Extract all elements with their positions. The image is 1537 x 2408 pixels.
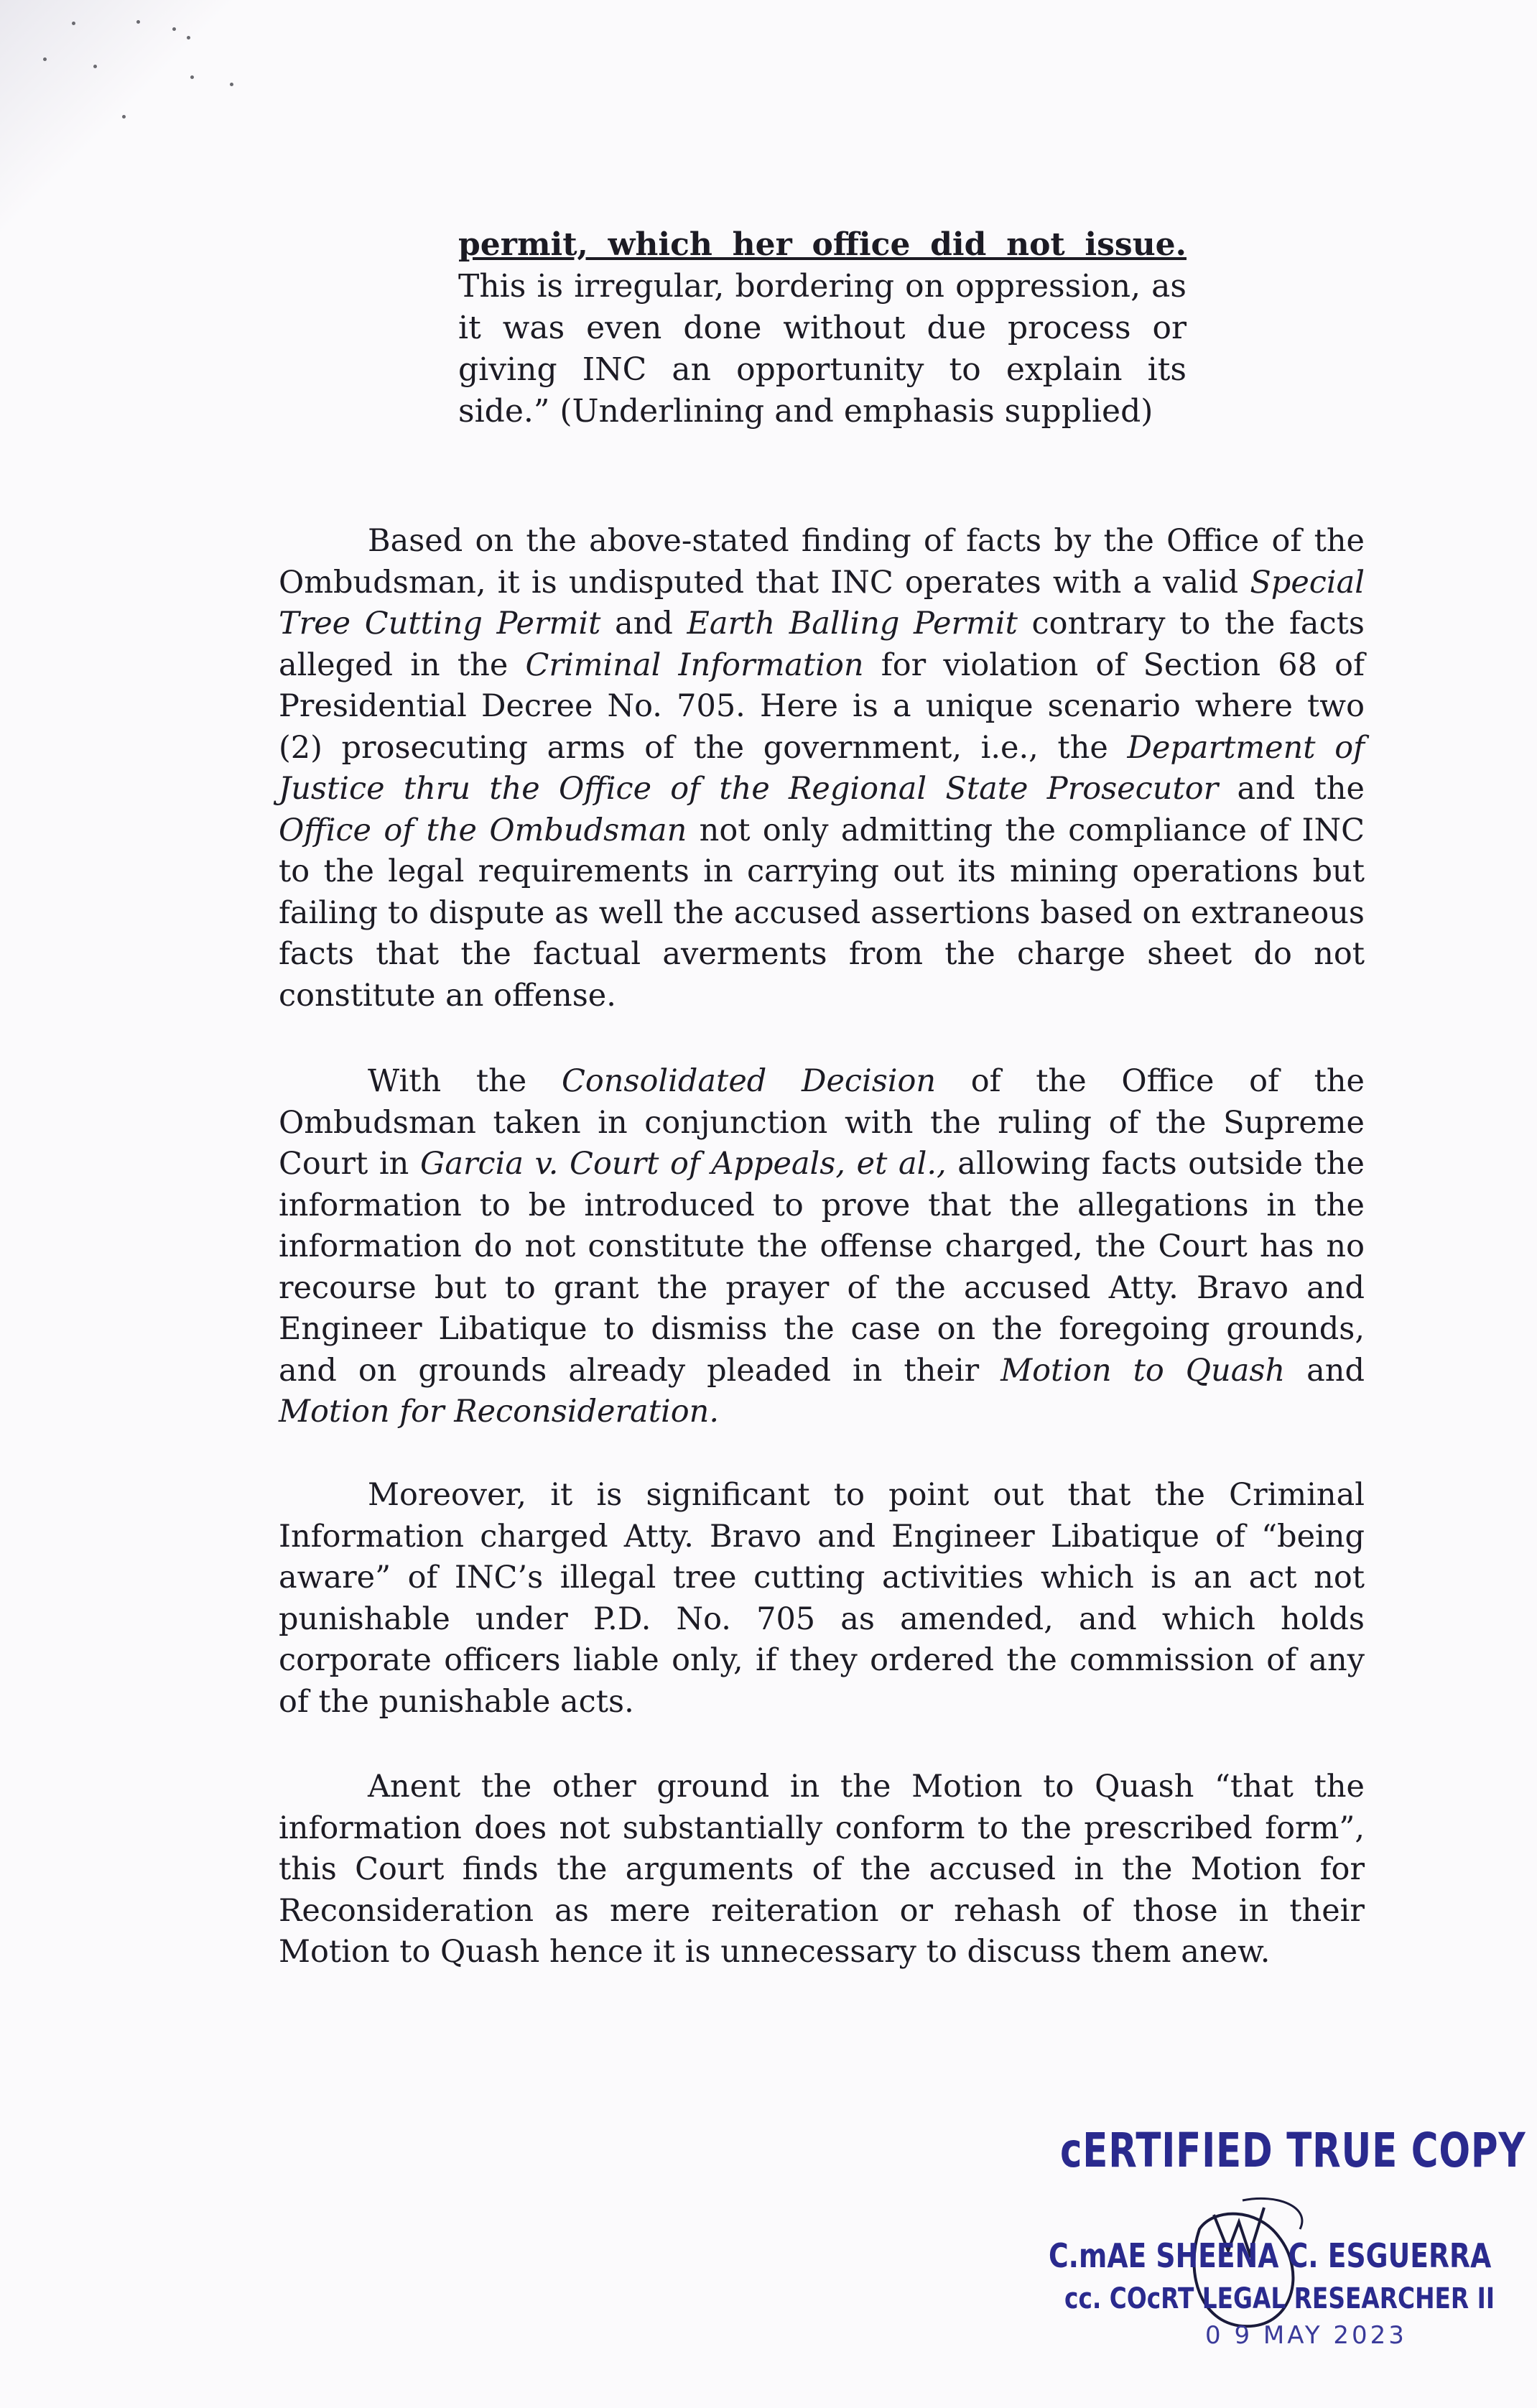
paragraph-text: not only admitting the compliance of INC to the legal requirements in carrying out its mining operations but failing to dispute as well the accused assertions based on extraneous facts that the factual averments from the charge sheet do not constitute an offense.: [279, 812, 1365, 1014]
paragraph-text: Anent the other ground in the Motion to Quash “that the information does not substantially conform to the prescribed form”, this Court finds the arguments of the accused in the Motion for Reconsideration as mere reiteration or rehash of those in their Motion to Quash hence it is unnecessary to discuss them anew.: [279, 1769, 1365, 1970]
paragraph-text: contrary to the facts alleged in the: [279, 606, 1365, 683]
paragraph-3: [279, 1475, 1365, 1723]
paragraph-text: and: [1285, 1352, 1365, 1389]
italic-text: Office of the Ombudsman: [279, 812, 687, 848]
paper-specks: [43, 7, 302, 151]
italic-text: Consolidated Decision: [561, 1063, 937, 1099]
paragraph-text: of the Office of the Ombudsman taken in conjunction with the ruling of the Supreme Court in: [279, 1063, 1365, 1182]
paragraph-text: Moreover, it is significant to point out that the Criminal Information charged Atty. Bravo and Engineer Libatique of “being aware” of INC’s illegal tree cutting activities which is an act not punishable under P.D. No. 705 as amended, and which holds corporate officers liable only, if they ordered the commission of any of the punishable acts.: [279, 1477, 1365, 1720]
paragraph-text: Based on the above-stated finding of facts by the Office of the Ombudsman, it is undisputed that INC operates with a valid: [279, 523, 1365, 601]
italic-text: Department of Justice thru the Office of the Regional State Prosecutor: [279, 729, 1365, 807]
italic-text: Earth Balling Permit: [687, 606, 1018, 642]
paragraph-text: With the: [368, 1063, 562, 1099]
quote-rest: This is irregular, bordering on oppression, as it was even done without due process or giving INC an opportunity to explain its side.” (Underlining and emphasis supplied): [458, 268, 1187, 430]
paragraph-text: and the: [1218, 771, 1365, 807]
quote-lead-emphasis: permit, which her office did not issue.: [458, 226, 1187, 263]
italic-text: Motion to Quash: [1000, 1352, 1286, 1389]
stamp-certified-text: ⅽERTIFIED TRUE COPY: [1060, 2123, 1526, 2178]
paragraph-text: allowing facts outside the information to be introduced to prove that the allegations in the information do not constitute the offense charged, the Court has no recourse but to grant the prayer of the accused Atty. Bravo and Engineer Libatique to dismiss the case on the foregoing grounds, and on grounds already pleaded in their: [279, 1146, 1365, 1389]
block-quote: [458, 224, 1187, 432]
paragraph-1: [279, 521, 1365, 1017]
stamp-date: 0 9 MAY 2023: [1205, 2321, 1407, 2350]
paragraph-4: [279, 1766, 1365, 1973]
stamp-officer-position: ⅽⅽ. COⅽRT LEGAL RESEARCHER II: [1064, 2282, 1495, 2315]
italic-text: Motion for Reconsideration.: [279, 1394, 719, 1430]
paragraph-text: for violation of Section 68 of Presidential Decree No. 705. Here is a unique scenario where two (2) prosecuting arms of the government, i.e., the: [279, 647, 1365, 766]
paragraph-2: [279, 1061, 1365, 1433]
italic-text: Special Tree Cutting Permit: [279, 564, 1365, 642]
certified-true-copy-stamp: [1049, 2123, 1526, 2350]
italic-text: Criminal Information: [525, 647, 864, 683]
paragraph-text: and: [600, 606, 687, 642]
italic-text: Garcia v. Court of Appeals, et al.,: [419, 1146, 947, 1182]
stamp-officer-name: Ⅽ.ⅿAE SHEENA C. ESGUERRA: [1049, 2236, 1492, 2275]
